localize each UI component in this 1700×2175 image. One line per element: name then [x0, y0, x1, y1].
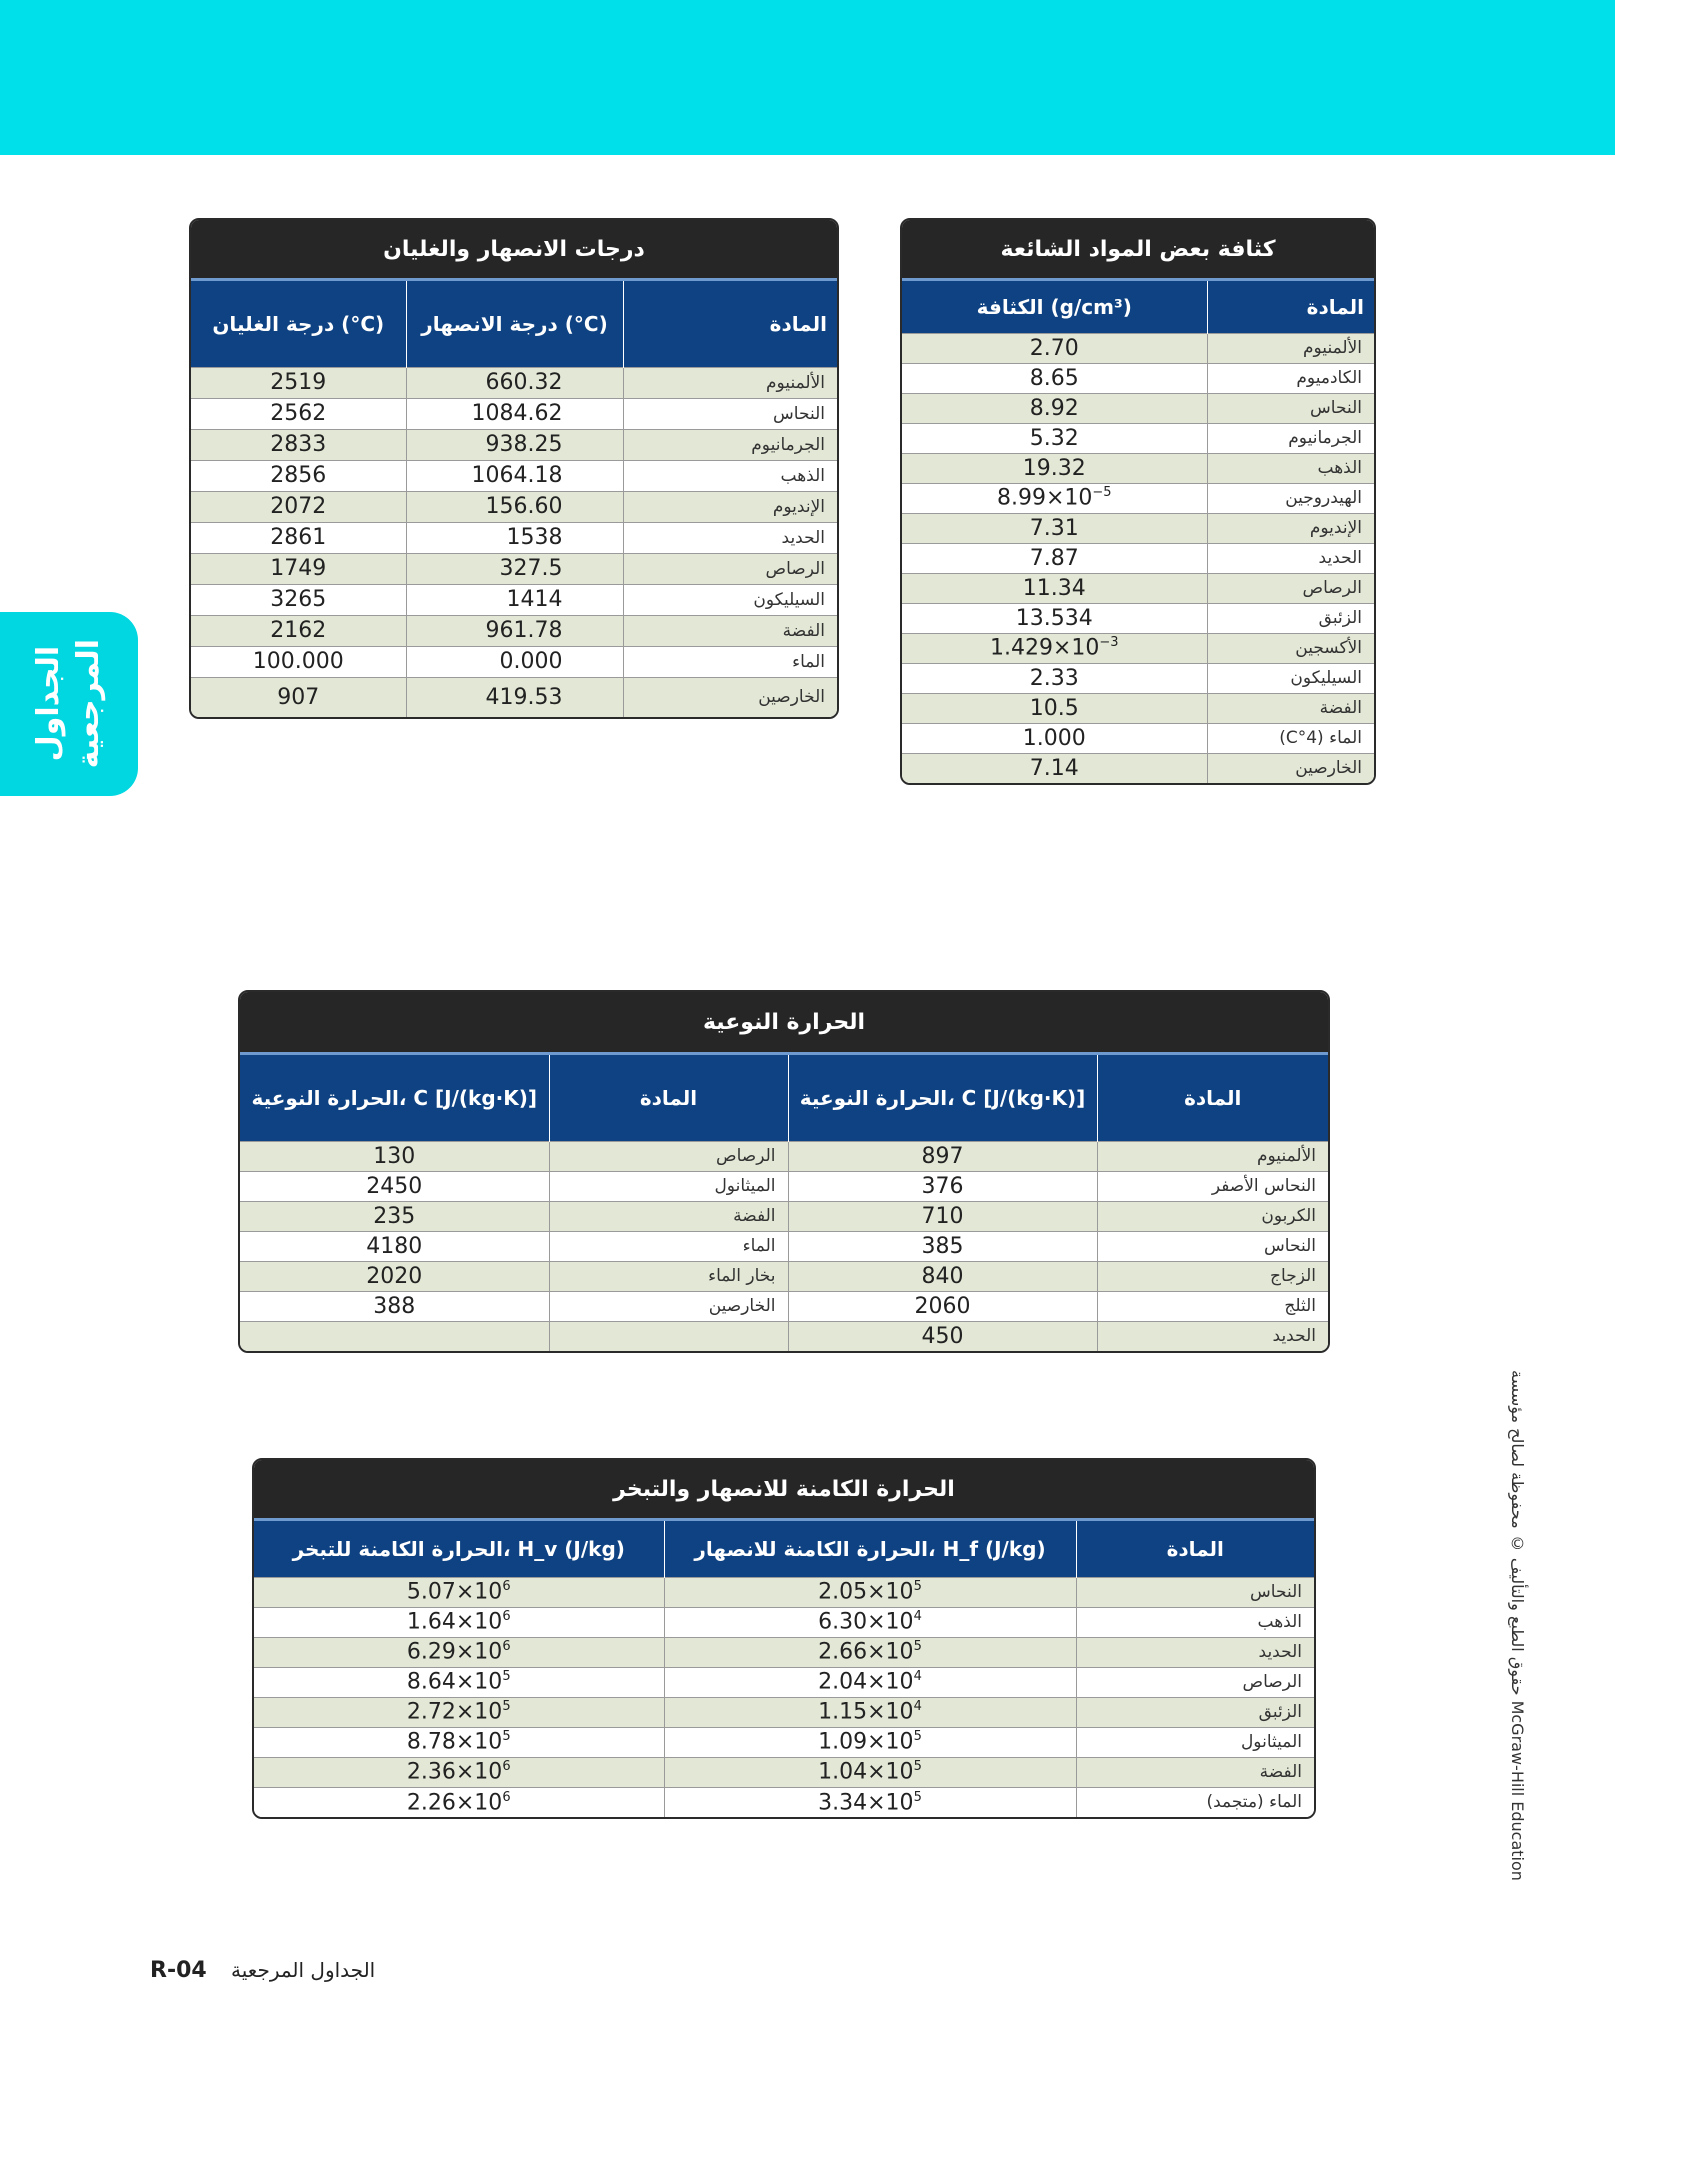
table-row	[191, 615, 837, 646]
vaporization-heat-value: 2.72×10	[406, 1699, 503, 1725]
substance-name: الحديد	[1076, 1637, 1314, 1667]
table-row	[254, 1697, 1314, 1727]
substance-name-1: الثلج	[1097, 1291, 1328, 1321]
density-value-value: 8.99×10	[996, 485, 1093, 511]
fusion-heat	[664, 1787, 1076, 1817]
substance-name: الحديد	[1207, 543, 1374, 573]
boiling-point-value: 2562	[270, 401, 327, 426]
table-row	[191, 367, 837, 398]
substance-name-2: الميثانول	[549, 1171, 788, 1201]
specific-heat-value-2-value: 130	[373, 1143, 416, 1169]
table-row	[902, 543, 1374, 573]
table-row	[240, 1321, 1328, 1351]
density-value-exponent: −3	[1099, 635, 1119, 651]
specific-heat-value-2-value: 4180	[366, 1233, 423, 1259]
density-value	[902, 633, 1207, 663]
substance-name-1: الألمنيوم	[1097, 1141, 1328, 1171]
substance-name: الجرمانيوم	[623, 429, 837, 460]
vaporization-heat-exponent: 6	[502, 1579, 511, 1595]
fusion-heat	[664, 1697, 1076, 1727]
density-value-value: 1.000	[1022, 725, 1086, 751]
specific-heat-header-value-1: الحرارة النوعية، C [J/(kg·K)]	[788, 1055, 1097, 1141]
table-row	[191, 584, 837, 615]
table-row	[902, 723, 1374, 753]
melting-point	[406, 491, 623, 522]
substance-name: الرصاص	[1076, 1667, 1314, 1697]
table-row	[240, 1141, 1328, 1171]
density-value	[902, 543, 1207, 573]
fusion-heat-value: 1.15×10	[818, 1699, 914, 1725]
substance-name: الخارصين	[623, 677, 837, 717]
density-value-value: 5.32	[1029, 425, 1079, 451]
fusion-heat	[664, 1727, 1076, 1757]
substance-name: الألمنيوم	[623, 367, 837, 398]
boiling-point-value: 100.000	[252, 649, 344, 674]
density-value-value: 11.34	[1022, 575, 1086, 601]
fusion-heat	[664, 1607, 1076, 1637]
fusion-heat-value: 2.66×10	[818, 1639, 914, 1665]
table-row	[902, 363, 1374, 393]
specific-heat-value-1	[788, 1201, 1097, 1231]
substance-name: النحاس	[1207, 393, 1374, 423]
melting-point	[406, 615, 623, 646]
latent-header-vapor: الحرارة الكامنة للتبخر، H_v (J/kg)	[254, 1521, 664, 1577]
substance-name: الكادميوم	[1207, 363, 1374, 393]
table-row	[902, 453, 1374, 483]
vaporization-heat	[254, 1757, 664, 1787]
melting-point	[406, 367, 623, 398]
substance-name: الجرمانيوم	[1207, 423, 1374, 453]
density-value	[902, 513, 1207, 543]
vaporization-heat-value: 5.07×10	[406, 1579, 503, 1605]
substance-name: الإنديوم	[1207, 513, 1374, 543]
table-row	[254, 1607, 1314, 1637]
specific-heat-value-1-value: 450	[921, 1323, 964, 1349]
density-table	[900, 218, 1376, 785]
fusion-heat	[664, 1757, 1076, 1787]
substance-name: الفضة	[1207, 693, 1374, 723]
vaporization-heat-exponent: 5	[502, 1669, 511, 1685]
specific-heat-value-2	[240, 1231, 549, 1261]
substance-name-2: الخارصين	[549, 1291, 788, 1321]
substance-name-1: الكربون	[1097, 1201, 1328, 1231]
melting-point-value: 660.32	[485, 370, 563, 395]
table-row	[254, 1757, 1314, 1787]
boiling-point	[191, 429, 406, 460]
fusion-heat	[664, 1577, 1076, 1607]
table-row	[191, 460, 837, 491]
vaporization-heat	[254, 1637, 664, 1667]
vaporization-heat-value: 1.64×10	[406, 1609, 503, 1635]
substance-name-2: الرصاص	[549, 1141, 788, 1171]
fusion-heat-value: 2.04×10	[818, 1669, 914, 1695]
table-row	[254, 1727, 1314, 1757]
fusion-heat-exponent: 5	[913, 1639, 922, 1655]
melting-point	[406, 429, 623, 460]
table-row	[902, 693, 1374, 723]
boiling-point-value: 2072	[270, 494, 327, 519]
vaporization-heat-exponent: 6	[502, 1639, 511, 1655]
table-row	[902, 393, 1374, 423]
specific-heat-value-2	[240, 1321, 549, 1351]
table-row	[902, 513, 1374, 543]
boiling-point	[191, 460, 406, 491]
melting-point	[406, 646, 623, 677]
page-number: R-04	[150, 1958, 207, 1983]
melting-point-value: 327.5	[499, 556, 563, 581]
density-value	[902, 453, 1207, 483]
substance-name: الذهب	[1207, 453, 1374, 483]
latent-header-substance: المادة	[1076, 1521, 1314, 1577]
substance-name-2	[549, 1321, 788, 1351]
density-value-value: 2.70	[1029, 335, 1079, 361]
density-value	[902, 363, 1207, 393]
specific-heat-value-1-value: 376	[921, 1173, 964, 1199]
boiling-point	[191, 398, 406, 429]
vaporization-heat-value: 2.26×10	[406, 1789, 503, 1815]
density-value-value: 10.5	[1029, 695, 1079, 721]
boiling-point	[191, 522, 406, 553]
side-tab-label: الجداول المرجعية	[31, 639, 106, 769]
melting-point-value: 0.000	[499, 649, 563, 674]
table-row	[240, 1201, 1328, 1231]
specific-heat-value-2	[240, 1261, 549, 1291]
boiling-point-value: 2861	[270, 525, 327, 550]
melting-point	[406, 398, 623, 429]
table-row	[254, 1667, 1314, 1697]
substance-name: الماء	[623, 646, 837, 677]
vaporization-heat-exponent: 5	[502, 1729, 511, 1745]
boiling-point	[191, 677, 406, 717]
fusion-heat-exponent: 5	[913, 1579, 922, 1595]
table-row	[254, 1637, 1314, 1667]
page-footer	[150, 1958, 375, 1983]
substance-name: النحاس	[623, 398, 837, 429]
latent-header-fusion: الحرارة الكامنة للانصهار، H_f (J/kg)	[664, 1521, 1076, 1577]
boiling-point	[191, 615, 406, 646]
table-row	[191, 491, 837, 522]
melting-boiling-table	[189, 218, 839, 719]
density-value	[902, 393, 1207, 423]
table-row	[902, 573, 1374, 603]
specific-heat-value-2-value: 235	[373, 1203, 416, 1229]
density-value	[902, 693, 1207, 723]
vaporization-heat	[254, 1607, 664, 1637]
density-value-exponent: −5	[1092, 485, 1112, 501]
substance-name-1: الزجاج	[1097, 1261, 1328, 1291]
table-row	[902, 753, 1374, 783]
specific-heat-value-1	[788, 1291, 1097, 1321]
specific-heat-value-1	[788, 1321, 1097, 1351]
table-row	[191, 398, 837, 429]
melting-point	[406, 460, 623, 491]
melting-table-title: درجات الانصهار والغليان	[191, 220, 837, 281]
vaporization-heat	[254, 1727, 664, 1757]
fusion-heat-value: 2.05×10	[818, 1579, 914, 1605]
substance-name: السيليكون	[1207, 663, 1374, 693]
table-row	[191, 677, 837, 717]
table-row	[902, 663, 1374, 693]
melting-point	[406, 553, 623, 584]
melting-header-substance: المادة	[623, 281, 837, 367]
density-table-title: كثافة بعض المواد الشائعة	[902, 220, 1374, 281]
density-value-value: 13.534	[1015, 605, 1093, 631]
boiling-point	[191, 553, 406, 584]
top-color-band	[0, 0, 1615, 155]
specific-heat-value-1-value: 897	[921, 1143, 964, 1169]
latent-heat-table	[252, 1458, 1316, 1819]
density-value	[902, 573, 1207, 603]
density-value	[902, 753, 1207, 783]
substance-name: السيليكون	[623, 584, 837, 615]
density-value-value: 8.92	[1029, 395, 1079, 421]
specific-heat-header-value-2: الحرارة النوعية، C [J/(kg·K)]	[240, 1055, 549, 1141]
substance-name-1: النحاس	[1097, 1231, 1328, 1261]
vaporization-heat-value: 6.29×10	[406, 1639, 503, 1665]
fusion-heat-value: 1.04×10	[818, 1759, 914, 1785]
melting-point-value: 1064.18	[471, 463, 563, 488]
density-value-value: 7.87	[1029, 545, 1079, 571]
substance-name: الميثانول	[1076, 1727, 1314, 1757]
boiling-point-value: 1749	[270, 556, 327, 581]
melting-point-value: 1414	[506, 587, 563, 612]
table-row	[254, 1787, 1314, 1817]
substance-name-1: النحاس الأصفر	[1097, 1171, 1328, 1201]
substance-name-2: بخار الماء	[549, 1261, 788, 1291]
melting-point-value: 938.25	[485, 432, 563, 457]
melting-header-boiling: درجة الغليان (°C)	[191, 281, 406, 367]
boiling-point	[191, 367, 406, 398]
substance-name: الألمنيوم	[1207, 333, 1374, 363]
substance-name: الأكسجين	[1207, 633, 1374, 663]
substance-name: الهيدروجين	[1207, 483, 1374, 513]
boiling-point-value: 2833	[270, 432, 327, 457]
copyright-credit: حقوق الطبع والتأليف © محفوظة لصالح مؤسسة McGraw-Hill Education	[1508, 1370, 1527, 1881]
substance-name: الفضة	[1076, 1757, 1314, 1787]
boiling-point-value: 2162	[270, 618, 327, 643]
boiling-point-value: 2519	[270, 370, 327, 395]
density-header-value: الكثافة (g/cm³)	[902, 281, 1207, 333]
density-value-value: 7.31	[1029, 515, 1079, 541]
density-value-value: 1.429×10	[989, 635, 1100, 661]
substance-name: الرصاص	[1207, 573, 1374, 603]
substance-name: الماء (متجمد)	[1076, 1787, 1314, 1817]
boiling-point-value: 907	[277, 684, 320, 710]
substance-name: الحديد	[623, 522, 837, 553]
table-row	[191, 553, 837, 584]
specific-heat-value-1-value: 710	[921, 1203, 964, 1229]
specific-heat-value-2-value: 2450	[366, 1173, 423, 1199]
specific-heat-value-1	[788, 1231, 1097, 1261]
substance-name: الرصاص	[623, 553, 837, 584]
substance-name: الذهب	[623, 460, 837, 491]
substance-name: الماء (4°C)	[1207, 723, 1374, 753]
substance-name-2: الماء	[549, 1231, 788, 1261]
substance-name-1: الحديد	[1097, 1321, 1328, 1351]
substance-name: الخارصين	[1207, 753, 1374, 783]
melting-point-value: 419.53	[485, 684, 563, 710]
melting-point-value: 961.78	[485, 618, 563, 643]
table-row	[254, 1577, 1314, 1607]
table-row	[902, 423, 1374, 453]
fusion-heat-exponent: 4	[913, 1609, 922, 1625]
fusion-heat-value: 3.34×10	[818, 1789, 914, 1815]
table-row	[240, 1171, 1328, 1201]
melting-point	[406, 522, 623, 553]
density-value	[902, 603, 1207, 633]
melting-point-value: 156.60	[485, 494, 563, 519]
boiling-point	[191, 646, 406, 677]
vaporization-heat-exponent: 6	[502, 1789, 511, 1805]
fusion-heat-value: 6.30×10	[818, 1609, 914, 1635]
vaporization-heat-exponent: 6	[502, 1759, 511, 1775]
fusion-heat-exponent: 4	[913, 1669, 922, 1685]
density-value-value: 7.14	[1029, 755, 1079, 781]
substance-name: الزئبق	[1207, 603, 1374, 633]
specific-heat-header-substance-1: المادة	[1097, 1055, 1328, 1141]
fusion-heat-exponent: 4	[913, 1699, 922, 1715]
specific-heat-value-2	[240, 1201, 549, 1231]
boiling-point	[191, 491, 406, 522]
substance-name: النحاس	[1076, 1577, 1314, 1607]
specific-heat-value-1-value: 840	[921, 1263, 964, 1289]
density-value-value: 19.32	[1022, 455, 1086, 481]
melting-header-melting: درجة الانصهار (°C)	[406, 281, 623, 367]
table-row	[902, 633, 1374, 663]
vaporization-heat-exponent: 6	[502, 1609, 511, 1625]
specific-heat-value-2-value: 388	[373, 1293, 416, 1319]
density-value	[902, 723, 1207, 753]
melting-point-value: 1538	[506, 525, 563, 550]
footer-label: الجداول المرجعية	[231, 1958, 376, 1982]
side-section-tab	[0, 612, 138, 796]
table-row	[902, 603, 1374, 633]
specific-heat-header-substance-2: المادة	[549, 1055, 788, 1141]
substance-name: الفضة	[623, 615, 837, 646]
vaporization-heat	[254, 1697, 664, 1727]
density-value	[902, 663, 1207, 693]
fusion-heat-exponent: 5	[913, 1789, 922, 1805]
vaporization-heat-exponent: 5	[502, 1699, 511, 1715]
density-value-value: 8.65	[1029, 365, 1079, 391]
specific-heat-value-1	[788, 1261, 1097, 1291]
melting-point	[406, 677, 623, 717]
boiling-point	[191, 584, 406, 615]
table-row	[240, 1261, 1328, 1291]
density-value	[902, 483, 1207, 513]
table-row	[902, 333, 1374, 363]
fusion-heat-value: 1.09×10	[818, 1729, 914, 1755]
fusion-heat	[664, 1667, 1076, 1697]
vaporization-heat-value: 2.36×10	[406, 1759, 503, 1785]
table-row	[191, 646, 837, 677]
specific-heat-value-2	[240, 1171, 549, 1201]
boiling-point-value: 2856	[270, 463, 327, 488]
latent-heat-title: الحرارة الكامنة للانصهار والتبخر	[254, 1460, 1314, 1521]
table-row	[191, 522, 837, 553]
vaporization-heat-value: 8.78×10	[406, 1729, 503, 1755]
density-header-substance: المادة	[1207, 281, 1374, 333]
boiling-point-value: 3265	[270, 587, 327, 612]
specific-heat-value-1-value: 385	[921, 1233, 964, 1259]
specific-heat-value-2	[240, 1141, 549, 1171]
melting-point-value: 1084.62	[471, 401, 563, 426]
density-value-value: 2.33	[1029, 665, 1079, 691]
vaporization-heat	[254, 1577, 664, 1607]
melting-point	[406, 584, 623, 615]
vaporization-heat-value: 8.64×10	[406, 1669, 503, 1695]
vaporization-heat	[254, 1787, 664, 1817]
density-value	[902, 423, 1207, 453]
specific-heat-value-1-value: 2060	[914, 1293, 971, 1319]
specific-heat-table	[238, 990, 1330, 1353]
fusion-heat-exponent: 5	[913, 1729, 922, 1745]
table-row	[240, 1231, 1328, 1261]
fusion-heat	[664, 1637, 1076, 1667]
table-row	[902, 483, 1374, 513]
specific-heat-value-2	[240, 1291, 549, 1321]
specific-heat-value-1	[788, 1141, 1097, 1171]
fusion-heat-exponent: 5	[913, 1759, 922, 1775]
vaporization-heat	[254, 1667, 664, 1697]
specific-heat-value-2-value: 2020	[366, 1263, 423, 1289]
specific-heat-title: الحرارة النوعية	[240, 992, 1328, 1055]
substance-name: الزئبق	[1076, 1697, 1314, 1727]
specific-heat-value-1	[788, 1171, 1097, 1201]
substance-name: الإنديوم	[623, 491, 837, 522]
table-row	[240, 1291, 1328, 1321]
substance-name-2: الفضة	[549, 1201, 788, 1231]
density-value	[902, 333, 1207, 363]
table-row	[191, 429, 837, 460]
substance-name: الذهب	[1076, 1607, 1314, 1637]
